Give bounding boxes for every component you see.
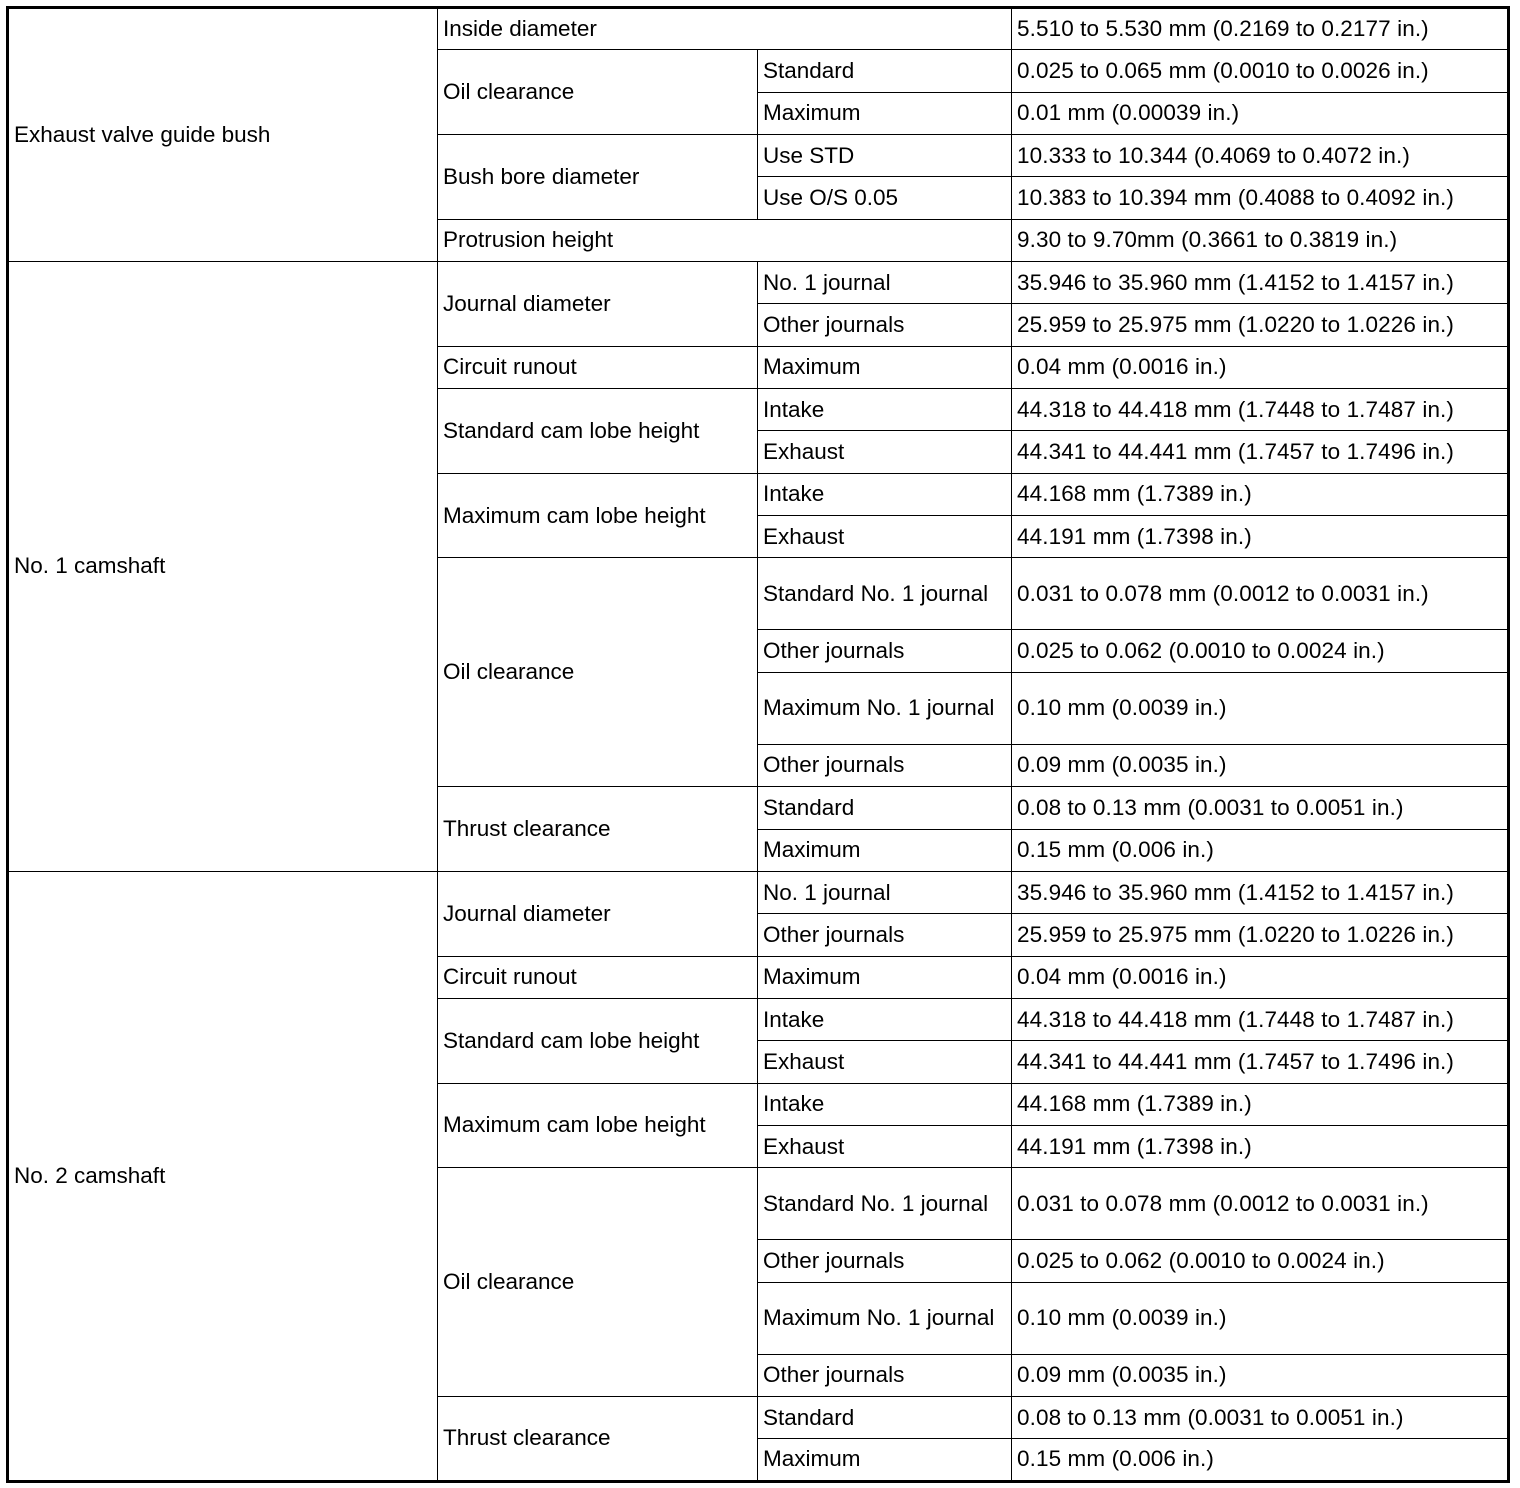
value-cell: 0.025 to 0.062 (0.0010 to 0.0024 in.) bbox=[1012, 630, 1509, 672]
condition-cell: Other journals bbox=[758, 1240, 1012, 1282]
condition-cell: Use STD bbox=[758, 135, 1012, 177]
value-cell: 0.04 mm (0.0016 in.) bbox=[1012, 956, 1509, 998]
item-cell: Maximum cam lobe height bbox=[438, 473, 758, 558]
item-cell: Circuit runout bbox=[438, 346, 758, 388]
item-cell: Standard cam lobe height bbox=[438, 389, 758, 474]
value-cell: 44.168 mm (1.7389 in.) bbox=[1012, 1083, 1509, 1125]
condition-cell: Standard No. 1 journal bbox=[758, 1168, 1012, 1240]
value-cell: 35.946 to 35.960 mm (1.4152 to 1.4157 in.) bbox=[1012, 262, 1509, 304]
value-cell: 44.341 to 44.441 mm (1.7457 to 1.7496 in.) bbox=[1012, 1041, 1509, 1083]
condition-cell: Intake bbox=[758, 998, 1012, 1040]
value-cell: 0.025 to 0.065 mm (0.0010 to 0.0026 in.) bbox=[1012, 50, 1509, 92]
value-cell: 0.025 to 0.062 (0.0010 to 0.0024 in.) bbox=[1012, 1240, 1509, 1282]
table-row bbox=[8, 871, 1509, 913]
value-cell: 44.191 mm (1.7398 in.) bbox=[1012, 1125, 1509, 1167]
condition-cell: Maximum No. 1 journal bbox=[758, 672, 1012, 744]
value-cell: 0.09 mm (0.0035 in.) bbox=[1012, 744, 1509, 786]
item-cell: Journal diameter bbox=[438, 262, 758, 347]
condition-cell: Intake bbox=[758, 473, 1012, 515]
value-cell: 0.10 mm (0.0039 in.) bbox=[1012, 1282, 1509, 1354]
condition-cell: Maximum bbox=[758, 956, 1012, 998]
component-cell: No. 2 camshaft bbox=[8, 871, 438, 1481]
item-cell: Oil clearance bbox=[438, 558, 758, 787]
item-cell: Standard cam lobe height bbox=[438, 998, 758, 1083]
item-cell: Journal diameter bbox=[438, 871, 758, 956]
value-cell: 25.959 to 25.975 mm (1.0220 to 1.0226 in.) bbox=[1012, 914, 1509, 956]
item-cell: Protrusion height bbox=[438, 219, 1012, 261]
condition-cell: Standard No. 1 journal bbox=[758, 558, 1012, 630]
condition-cell: Other journals bbox=[758, 914, 1012, 956]
condition-cell: Exhaust bbox=[758, 1125, 1012, 1167]
condition-cell: Standard bbox=[758, 50, 1012, 92]
value-cell: 0.10 mm (0.0039 in.) bbox=[1012, 672, 1509, 744]
item-cell: Circuit runout bbox=[438, 956, 758, 998]
item-cell: Bush bore diameter bbox=[438, 135, 758, 220]
item-cell: Oil clearance bbox=[438, 1168, 758, 1397]
value-cell: 0.031 to 0.078 mm (0.0012 to 0.0031 in.) bbox=[1012, 558, 1509, 630]
condition-cell: No. 1 journal bbox=[758, 262, 1012, 304]
value-cell: 44.318 to 44.418 mm (1.7448 to 1.7487 in.) bbox=[1012, 998, 1509, 1040]
condition-cell: Maximum No. 1 journal bbox=[758, 1282, 1012, 1354]
value-cell: 35.946 to 35.960 mm (1.4152 to 1.4157 in.) bbox=[1012, 871, 1509, 913]
condition-cell: No. 1 journal bbox=[758, 871, 1012, 913]
condition-cell: Maximum bbox=[758, 1439, 1012, 1481]
item-cell: Inside diameter bbox=[438, 8, 1012, 50]
condition-cell: Maximum bbox=[758, 346, 1012, 388]
value-cell: 10.333 to 10.344 (0.4069 to 0.4072 in.) bbox=[1012, 135, 1509, 177]
value-cell: 25.959 to 25.975 mm (1.0220 to 1.0226 in.) bbox=[1012, 304, 1509, 346]
value-cell: 0.09 mm (0.0035 in.) bbox=[1012, 1354, 1509, 1396]
component-cell: No. 1 camshaft bbox=[8, 262, 438, 872]
condition-cell: Maximum bbox=[758, 92, 1012, 134]
table-row bbox=[8, 262, 1509, 304]
condition-cell: Other journals bbox=[758, 304, 1012, 346]
condition-cell: Intake bbox=[758, 1083, 1012, 1125]
spec-table bbox=[6, 6, 1510, 1483]
condition-cell: Intake bbox=[758, 389, 1012, 431]
condition-cell: Maximum bbox=[758, 829, 1012, 871]
value-cell: 0.08 to 0.13 mm (0.0031 to 0.0051 in.) bbox=[1012, 787, 1509, 829]
value-cell: 5.510 to 5.530 mm (0.2169 to 0.2177 in.) bbox=[1012, 8, 1509, 50]
value-cell: 10.383 to 10.394 mm (0.4088 to 0.4092 in.) bbox=[1012, 177, 1509, 219]
condition-cell: Use O/S 0.05 bbox=[758, 177, 1012, 219]
value-cell: 44.341 to 44.441 mm (1.7457 to 1.7496 in.) bbox=[1012, 431, 1509, 473]
item-cell: Oil clearance bbox=[438, 50, 758, 135]
condition-cell: Standard bbox=[758, 787, 1012, 829]
value-cell: 0.04 mm (0.0016 in.) bbox=[1012, 346, 1509, 388]
item-cell: Thrust clearance bbox=[438, 787, 758, 872]
condition-cell: Standard bbox=[758, 1396, 1012, 1438]
value-cell: 0.15 mm (0.006 in.) bbox=[1012, 829, 1509, 871]
condition-cell: Other journals bbox=[758, 630, 1012, 672]
value-cell: 44.318 to 44.418 mm (1.7448 to 1.7487 in.) bbox=[1012, 389, 1509, 431]
component-cell: Exhaust valve guide bush bbox=[8, 8, 438, 262]
condition-cell: Other journals bbox=[758, 744, 1012, 786]
value-cell: 0.15 mm (0.006 in.) bbox=[1012, 1439, 1509, 1481]
condition-cell: Other journals bbox=[758, 1354, 1012, 1396]
table-row bbox=[8, 8, 1509, 50]
item-cell: Thrust clearance bbox=[438, 1396, 758, 1481]
condition-cell: Exhaust bbox=[758, 1041, 1012, 1083]
value-cell: 44.168 mm (1.7389 in.) bbox=[1012, 473, 1509, 515]
condition-cell: Exhaust bbox=[758, 516, 1012, 558]
value-cell: 0.08 to 0.13 mm (0.0031 to 0.0051 in.) bbox=[1012, 1396, 1509, 1438]
value-cell: 9.30 to 9.70mm (0.3661 to 0.3819 in.) bbox=[1012, 219, 1509, 261]
condition-cell: Exhaust bbox=[758, 431, 1012, 473]
item-cell: Maximum cam lobe height bbox=[438, 1083, 758, 1168]
value-cell: 44.191 mm (1.7398 in.) bbox=[1012, 516, 1509, 558]
value-cell: 0.01 mm (0.00039 in.) bbox=[1012, 92, 1509, 134]
value-cell: 0.031 to 0.078 mm (0.0012 to 0.0031 in.) bbox=[1012, 1168, 1509, 1240]
